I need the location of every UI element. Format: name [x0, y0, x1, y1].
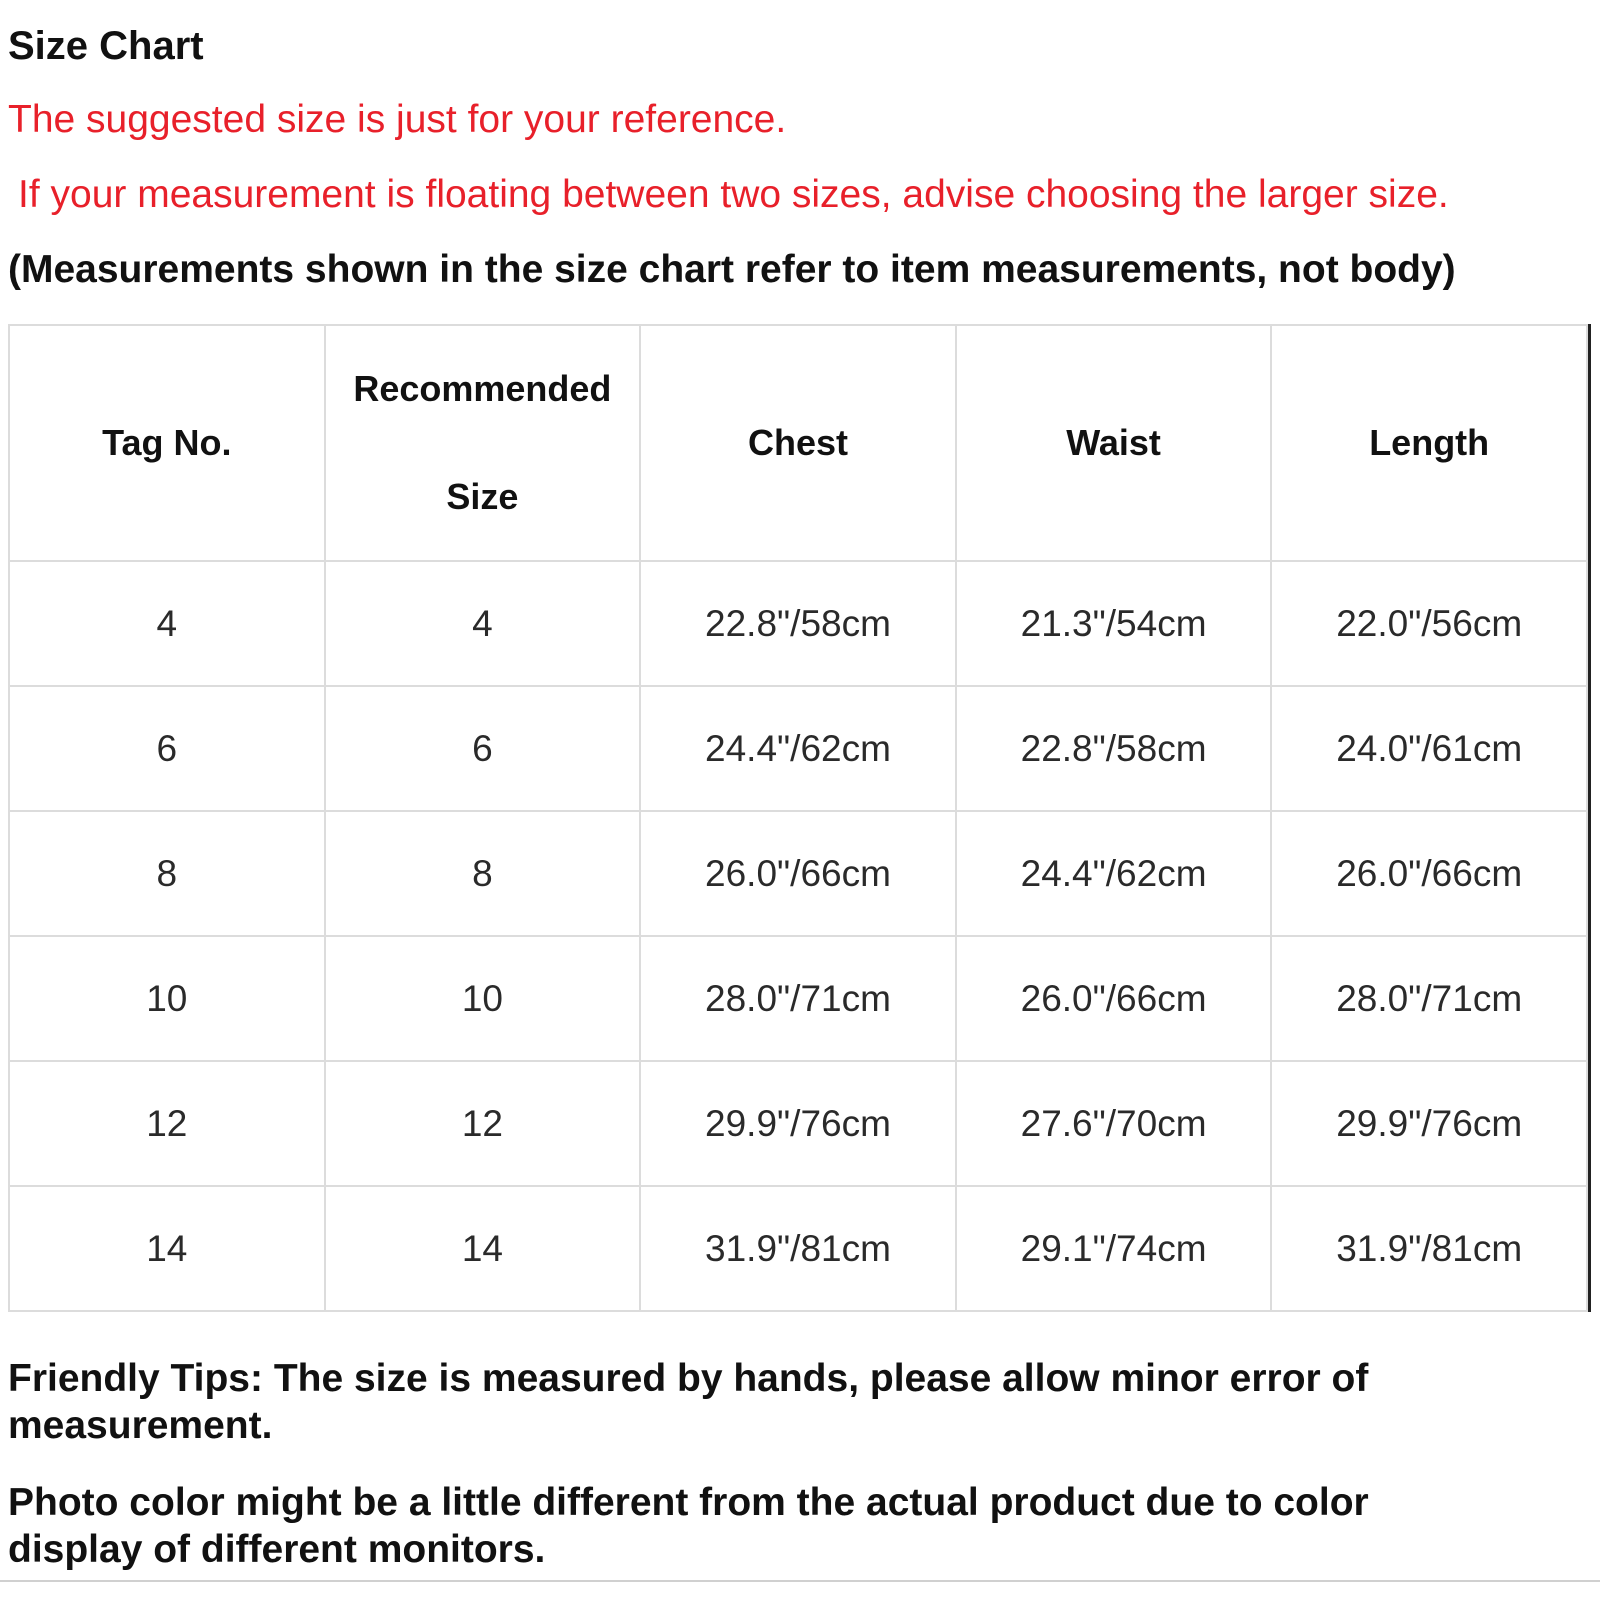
table-header-row — [9, 325, 1587, 561]
cell-length: 31.9"/81cm — [1271, 1186, 1587, 1311]
page-title: Size Chart — [8, 24, 204, 68]
cell-waist: 26.0"/66cm — [956, 936, 1272, 1061]
cell-chest: 26.0"/66cm — [640, 811, 956, 936]
cell-length: 28.0"/71cm — [1271, 936, 1587, 1061]
cell-tag: 12 — [9, 1061, 325, 1186]
table-row — [9, 1061, 1587, 1186]
cell-waist: 29.1"/74cm — [956, 1186, 1272, 1311]
cell-waist: 24.4"/62cm — [956, 811, 1272, 936]
cell-tag: 4 — [9, 561, 325, 686]
column-header-waist: Waist — [956, 325, 1272, 561]
cell-size: 12 — [325, 1061, 641, 1186]
size-table — [8, 324, 1588, 1312]
sizing-advice-note: If your measurement is floating between two sizes, advise choosing the larger size. — [18, 173, 1449, 216]
friendly-tips: Friendly Tips: The size is measured by hands, please allow minor error of measurement. — [8, 1357, 1369, 1447]
cell-tag: 10 — [9, 936, 325, 1061]
cell-length: 24.0"/61cm — [1271, 686, 1587, 811]
color-disclaimer: Photo color might be a little different from the actual product due to color display of different monitors. — [8, 1481, 1369, 1571]
cell-length: 29.9"/76cm — [1271, 1061, 1587, 1186]
column-header-length: Length — [1271, 325, 1587, 561]
cell-length: 22.0"/56cm — [1271, 561, 1587, 686]
reference-note: The suggested size is just for your reference. — [8, 98, 787, 141]
column-header-recommended-line1: Recommended — [353, 368, 612, 409]
table-row — [9, 936, 1587, 1061]
cell-chest: 29.9"/76cm — [640, 1061, 956, 1186]
column-header-recommended-size — [325, 325, 641, 561]
bottom-divider — [0, 1580, 1600, 1582]
cell-length: 26.0"/66cm — [1271, 811, 1587, 936]
table-row — [9, 561, 1587, 686]
column-header-recommended-line2: Size — [446, 476, 519, 517]
cell-size: 8 — [325, 811, 641, 936]
size-table-container — [8, 324, 1591, 1312]
table-row — [9, 686, 1587, 811]
cell-size: 14 — [325, 1186, 641, 1311]
cell-waist: 22.8"/58cm — [956, 686, 1272, 811]
column-header-chest: Chest — [640, 325, 956, 561]
cell-size: 10 — [325, 936, 641, 1061]
cell-chest: 28.0"/71cm — [640, 936, 956, 1061]
cell-tag: 6 — [9, 686, 325, 811]
cell-waist: 27.6"/70cm — [956, 1061, 1272, 1186]
measurement-disclaimer: (Measurements shown in the size chart refer to item measurements, not body) — [8, 248, 1456, 291]
cell-chest: 22.8"/58cm — [640, 561, 956, 686]
cell-waist: 21.3"/54cm — [956, 561, 1272, 686]
column-header-tag: Tag No. — [9, 325, 325, 561]
cell-chest: 31.9"/81cm — [640, 1186, 956, 1311]
cell-tag: 14 — [9, 1186, 325, 1311]
cell-tag: 8 — [9, 811, 325, 936]
cell-size: 6 — [325, 686, 641, 811]
cell-chest: 24.4"/62cm — [640, 686, 956, 811]
cell-size: 4 — [325, 561, 641, 686]
table-row — [9, 1186, 1587, 1311]
table-row — [9, 811, 1587, 936]
